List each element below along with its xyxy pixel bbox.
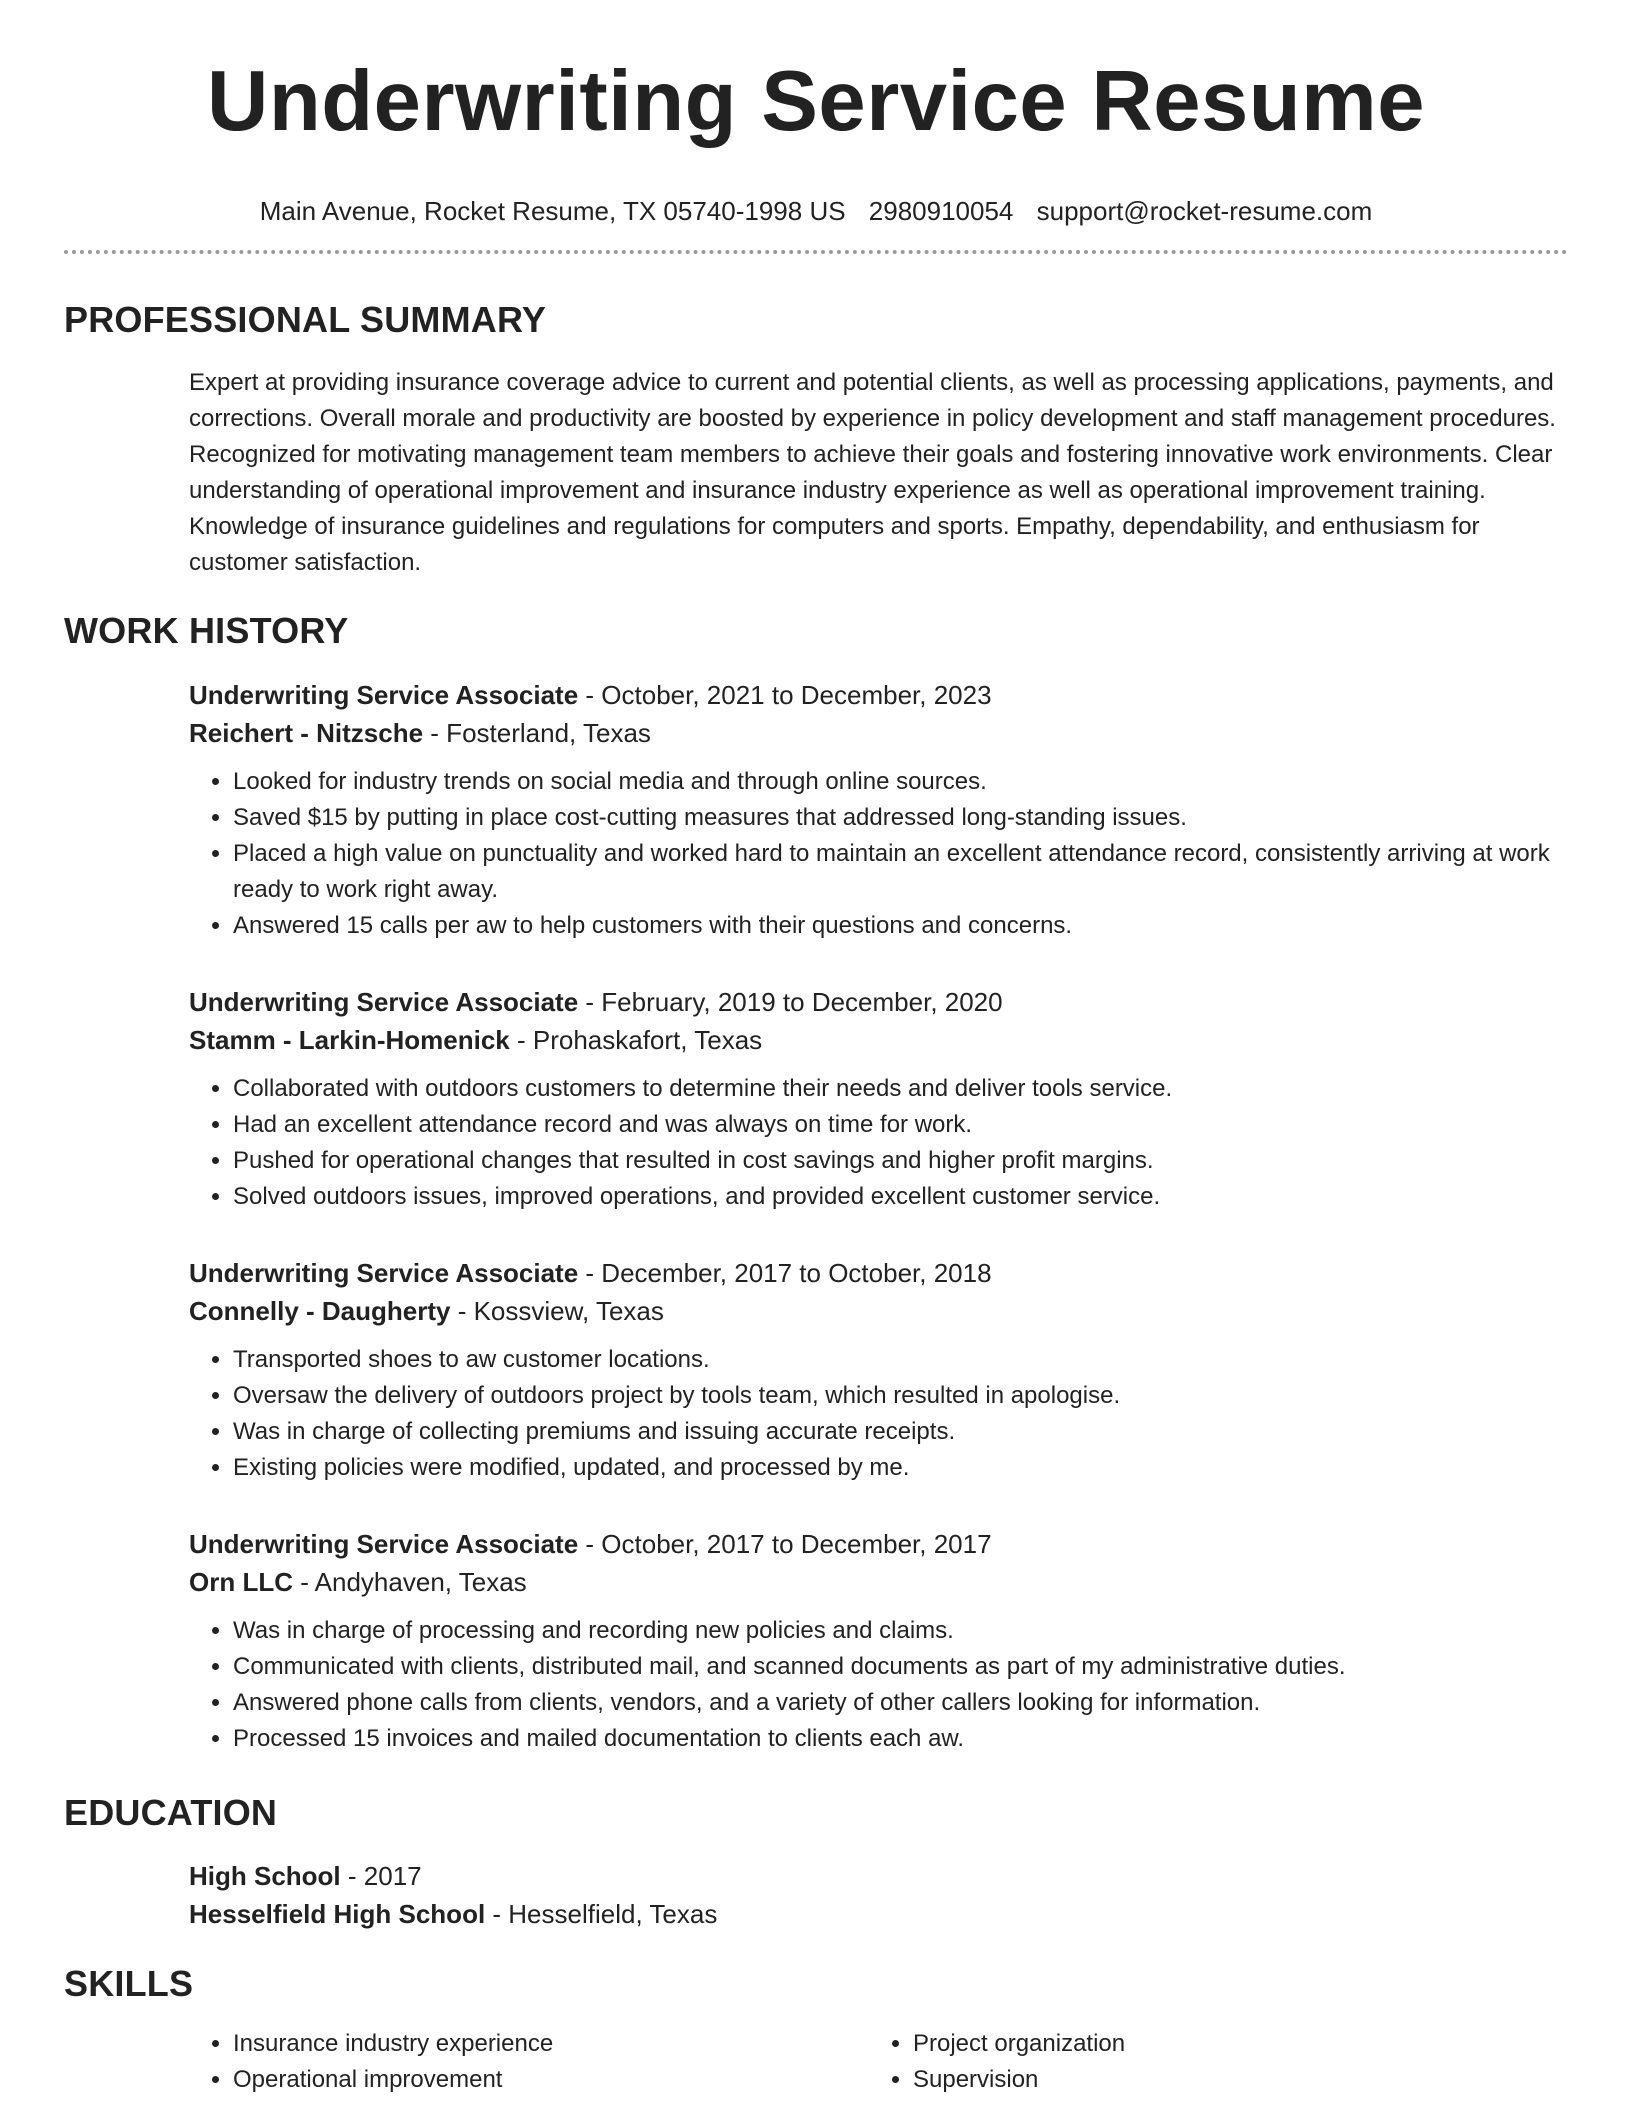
job-role: Underwriting Service Associate bbox=[189, 987, 579, 1017]
list-item: • Was in charge of processing and recording new policies and claims. bbox=[233, 1613, 1564, 1649]
school-name: Hesselfield High School bbox=[189, 1899, 486, 1929]
contact-line bbox=[64, 194, 1568, 228]
job-dates: - October, 2021 to December, 2023 bbox=[578, 680, 992, 710]
job-dates: - October, 2017 to December, 2017 bbox=[578, 1529, 992, 1559]
list-item: • Was in charge of collecting premiums and issuing accurate receipts. bbox=[233, 1414, 1564, 1450]
list-item: • Processed 15 invoices and mailed documentation to clients each aw. bbox=[233, 1721, 1564, 1757]
list-item: • Insurance industry experience bbox=[233, 2026, 869, 2062]
summary-heading: PROFESSIONAL SUMMARY bbox=[64, 299, 547, 340]
job-title-line bbox=[189, 1525, 1564, 1563]
list-item: • Transported shoes to aw customer locations. bbox=[233, 1342, 1564, 1378]
list-item: • Collaborated with outdoors customers to determine their needs and deliver tools service. bbox=[233, 1071, 1564, 1107]
skills-column-right bbox=[869, 2026, 1549, 2098]
list-item: • Solved outdoors issues, improved operations, and provided excellent customer service. bbox=[233, 1179, 1564, 1215]
job-title-line bbox=[189, 983, 1564, 1021]
job-bullets bbox=[189, 1071, 1564, 1215]
contact-email: support@rocket-resume.com bbox=[1036, 196, 1373, 226]
job-company: Reichert - Nitzsche bbox=[189, 718, 424, 748]
job-bullets bbox=[189, 1613, 1564, 1757]
list-item: • Looked for industry trends on social media and through online sources. bbox=[233, 764, 1564, 800]
summary-section bbox=[189, 365, 1564, 581]
job-company-line bbox=[189, 1292, 1564, 1330]
job-company-line bbox=[189, 1021, 1564, 1059]
degree: High School bbox=[189, 1861, 341, 1891]
skills-list bbox=[189, 2026, 1564, 2098]
list-item: • Answered phone calls from clients, vendors, and a variety of other callers looking for information. bbox=[233, 1685, 1564, 1721]
contact-address: Main Avenue, Rocket Resume, TX 05740-1998 US bbox=[259, 196, 846, 226]
school-location: - Hesselfield, Texas bbox=[485, 1899, 718, 1929]
job-bullets bbox=[189, 764, 1564, 944]
job-entry bbox=[189, 1525, 1564, 1757]
skills-heading: SKILLS bbox=[64, 1963, 194, 2004]
job-company-line bbox=[189, 714, 1564, 752]
job-dates: - December, 2017 to October, 2018 bbox=[578, 1258, 992, 1288]
resume-title: Underwriting Service Resume bbox=[206, 54, 1426, 149]
job-role: Underwriting Service Associate bbox=[189, 1258, 579, 1288]
graduation-year: - 2017 bbox=[340, 1861, 422, 1891]
degree-line bbox=[189, 1857, 1564, 1895]
job-location: - Kossview, Texas bbox=[450, 1296, 664, 1326]
skills-column-left bbox=[189, 2026, 869, 2098]
job-location: - Fosterland, Texas bbox=[423, 718, 651, 748]
summary-text: Expert at providing insurance coverage advice to current and potential clients, as well as processing applications, payments, and corrections. Overall morale and productivity are boosted by experience in policy development and staff management procedures. Recognized for motivating management team members to achieve their goals and fostering innovative work environments. Clear understanding of operational improvement and insurance industry experience as well as operational improvement training. Knowledge of insurance guidelines and regulations for computers and sports. Empathy, dependability, and enthusiasm for customer satisfaction. bbox=[189, 369, 1556, 576]
job-company-line bbox=[189, 1563, 1564, 1601]
job-company: Orn LLC bbox=[189, 1567, 293, 1597]
job-location: - Prohaskafort, Texas bbox=[509, 1025, 763, 1055]
list-item: • Saved $15 by putting in place cost-cutting measures that addressed long-standing issues. bbox=[233, 800, 1564, 836]
education-entry bbox=[189, 1857, 1564, 1933]
list-item: • Had an excellent attendance record and was always on time for work. bbox=[233, 1107, 1564, 1143]
list-item: • Answered 15 calls per aw to help customers with their questions and concerns. bbox=[233, 908, 1564, 944]
contact-phone: 2980910054 bbox=[868, 196, 1014, 226]
list-item: • Existing policies were modified, updated, and processed by me. bbox=[233, 1450, 1564, 1486]
job-title-line bbox=[189, 676, 1564, 714]
list-item: • Communicated with clients, distributed mail, and scanned documents as part of my administrative duties. bbox=[233, 1649, 1564, 1685]
job-dates: - February, 2019 to December, 2020 bbox=[578, 987, 1003, 1017]
job-location: - Andyhaven, Texas bbox=[293, 1567, 527, 1597]
job-bullets bbox=[189, 1342, 1564, 1486]
job-company: Connelly - Daugherty bbox=[189, 1296, 451, 1326]
list-item: • Project organization bbox=[913, 2026, 1549, 2062]
list-item: • Supervision bbox=[913, 2062, 1549, 2098]
work-history-heading: WORK HISTORY bbox=[64, 610, 349, 651]
job-title-line bbox=[189, 1254, 1564, 1292]
header-divider bbox=[64, 250, 1568, 254]
list-item: • Oversaw the delivery of outdoors project by tools team, which resulted in apologise. bbox=[233, 1378, 1564, 1414]
list-item: • Placed a high value on punctuality and worked hard to maintain an excellent attendance record, consistently arriving at work ready to work right away. bbox=[233, 836, 1564, 908]
list-item: • Operational improvement bbox=[233, 2062, 869, 2098]
job-entry bbox=[189, 676, 1564, 944]
job-entry bbox=[189, 1254, 1564, 1486]
job-role: Underwriting Service Associate bbox=[189, 680, 579, 710]
job-role: Underwriting Service Associate bbox=[189, 1529, 579, 1559]
list-item: • Pushed for operational changes that resulted in cost savings and higher profit margins. bbox=[233, 1143, 1564, 1179]
job-entry bbox=[189, 983, 1564, 1215]
resume-header bbox=[64, 52, 1568, 228]
education-heading: EDUCATION bbox=[64, 1792, 278, 1833]
job-company: Stamm - Larkin-Homenick bbox=[189, 1025, 510, 1055]
school-line bbox=[189, 1895, 1564, 1933]
